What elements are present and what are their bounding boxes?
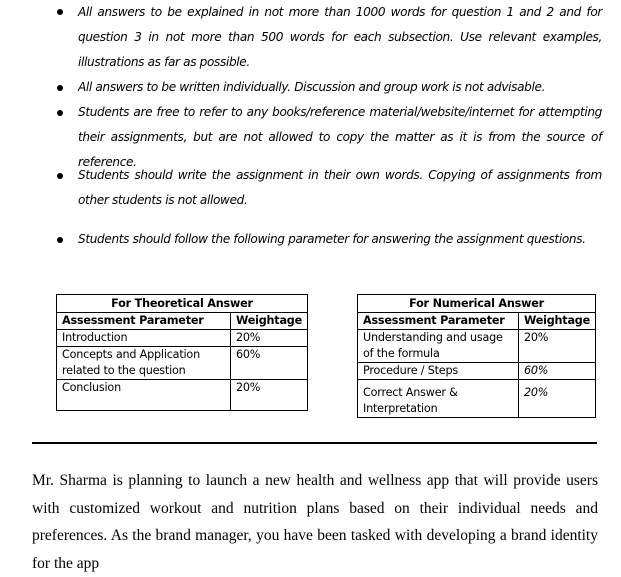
table-row bbox=[358, 363, 596, 380]
parameter-cell: Conclusion bbox=[57, 380, 231, 411]
column-header-weightage: Weightage bbox=[230, 313, 307, 330]
section-divider bbox=[32, 442, 597, 444]
parameter-cell: Procedure / Steps bbox=[358, 363, 519, 380]
instruction-text: All answers to be explained in not more than 1000 words for question 1 and 2 and for question 3 in not more than 500 words for each subsection. Use relevant examples, illustrations as far as possible. bbox=[78, 5, 602, 69]
table-caption: For Theoretical Answer bbox=[57, 295, 308, 313]
bullet-icon bbox=[57, 237, 63, 243]
instruction-text: Students should follow the following parameter for answering the assignment questions. bbox=[78, 232, 586, 246]
instruction-text: All answers to be written individually. Discussion and group work is not advisable. bbox=[78, 80, 546, 94]
column-header-parameter: Assessment Parameter bbox=[57, 313, 231, 330]
bullet-icon bbox=[57, 85, 63, 91]
bullet-icon bbox=[57, 173, 63, 179]
weightage-cell: 60% bbox=[230, 347, 307, 380]
parameter-cell: Concepts and Application related to the question bbox=[57, 347, 231, 380]
case-study-paragraph: Mr. Sharma is planning to launch a new health and wellness app that will provide users with customized workout and nutrition plans based on their individual needs and preferences. As the brand manager, you have been tasked with developing a brand identity for the app bbox=[32, 472, 598, 572]
table-row bbox=[358, 380, 596, 418]
weightage-cell: 20% bbox=[230, 380, 307, 411]
weightage-cell: 60% bbox=[518, 363, 595, 380]
column-header-weightage: Weightage bbox=[518, 313, 595, 330]
instruction-text: Students are free to refer to any books/reference material/website/internet for attempting their assignments, but are not allowed to copy the matter as it is from the source of reference. bbox=[78, 105, 602, 169]
table-row bbox=[358, 330, 596, 363]
numerical-answer-table bbox=[357, 294, 596, 418]
column-header-parameter: Assessment Parameter bbox=[358, 313, 519, 330]
table-row bbox=[57, 330, 308, 347]
parameter-cell: Understanding and usage of the formula bbox=[358, 330, 519, 363]
table-row bbox=[57, 347, 308, 380]
instruction-text: Students should write the assignment in their own words. Copying of assignments from other students is not allowed. bbox=[78, 168, 602, 207]
bullet-icon bbox=[57, 9, 63, 15]
bullet-icon bbox=[57, 110, 63, 116]
table-caption: For Numerical Answer bbox=[358, 295, 596, 313]
theoretical-answer-table bbox=[56, 294, 308, 411]
parameter-cell: Correct Answer & Interpretation bbox=[358, 380, 519, 418]
weightage-cell: 20% bbox=[518, 380, 595, 418]
weightage-cell: 20% bbox=[518, 330, 595, 363]
weightage-cell: 20% bbox=[230, 330, 307, 347]
table-row bbox=[57, 380, 308, 411]
parameter-cell: Introduction bbox=[57, 330, 231, 347]
